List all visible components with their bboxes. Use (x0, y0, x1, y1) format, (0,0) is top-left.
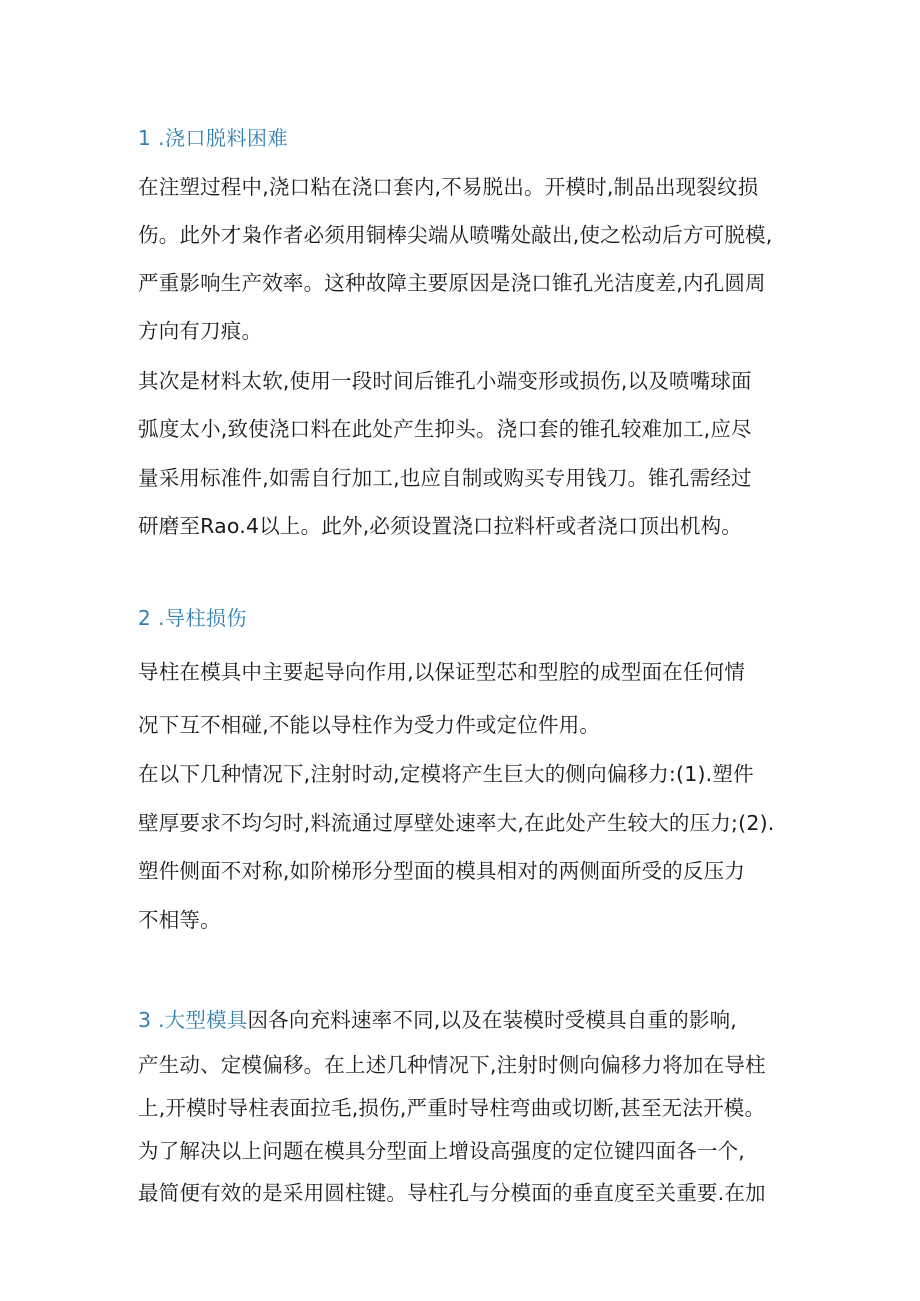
section-1-para-2-line-4: 研磨至Rao.4以上。此外,必须设置浇口拉料杆或者浇口顶出机构。 (138, 514, 743, 538)
section-3-line-2: 产生动、定模偏移。在上述几种情况下,注射时侧向偏移力将加在导柱 (138, 1053, 766, 1077)
section-2-para-1-line-1: 导柱在模具中主要起导向作用,以保证型芯和型腔的成型面在任何情 (138, 660, 746, 684)
section-3-line-3: 上,开模时导柱表面拉毛,损伤,严重时导柱弯曲或切断,甚至无法开模。 (138, 1096, 766, 1120)
section-3-heading: 3 .大型模具 (138, 1008, 248, 1032)
section-1-para-2-line-3: 量采用标准件,如需自行加工,也应自制或购买专用钱刀。锥孔需经过 (138, 466, 752, 490)
section-1-para-1-line-3: 严重影响生产效率。这种故障主要原因是浇口锥孔光洁度差,内孔圆周 (138, 271, 766, 295)
section-1-para-1-line-2: 伤。此外才枭作者必须用铜棒尖端从喷嘴处敲出,使之松动后方可脱模, (138, 223, 773, 247)
section-1-heading: 1 .浇口脱料困难 (138, 126, 288, 150)
section-3-line-5: 最简便有效的是采用圆柱键。导柱孔与分模面的垂直度至关重要.在加 (138, 1181, 766, 1205)
section-3-first-line (138, 1003, 737, 1033)
section-3-first-line-text: 因各向充料速率不同,以及在装模时受模具自重的影响, (247, 1008, 738, 1032)
section-3-line-4: 为了解决以上问题在模具分型面上增设高强度的定位键四面各一个, (138, 1139, 746, 1163)
section-1-para-1-line-4: 方向有刀痕。 (138, 319, 263, 343)
section-1-para-2-line-2: 弧度太小,致使浇口料在此处产生抑头。浇口套的锥孔较难加工,应尽 (138, 417, 752, 441)
section-2-para-2-line-3: 塑件侧面不对称,如阶梯形分型面的模具相对的两侧面所受的反压力 (138, 859, 746, 883)
section-1-para-1-line-1: 在注塑过程中,浇口粘在浇口套内,不易脱出。开模时,制品出现裂纹损 (138, 175, 759, 199)
section-2-para-2-line-1: 在以下几种情况下,注射时动,定模将产生巨大的侧向偏移力:(1).塑件 (138, 762, 754, 786)
section-2-heading: 2 .导柱损伤 (138, 606, 247, 630)
section-2-para-2-line-2: 壁厚要求不均匀时,料流通过厚壁处速率大,在此处产生较大的压力;(2). (138, 811, 775, 835)
section-2-para-1-line-2: 况下互不相碰,不能以导柱作为受力件或定位件用。 (138, 713, 601, 737)
section-1-para-2-line-1: 其次是材料太软,使用一段时间后锥孔小端变形或损伤,以及喷嘴球面 (138, 369, 752, 393)
section-2-para-2-line-4: 不相等。 (138, 908, 221, 932)
